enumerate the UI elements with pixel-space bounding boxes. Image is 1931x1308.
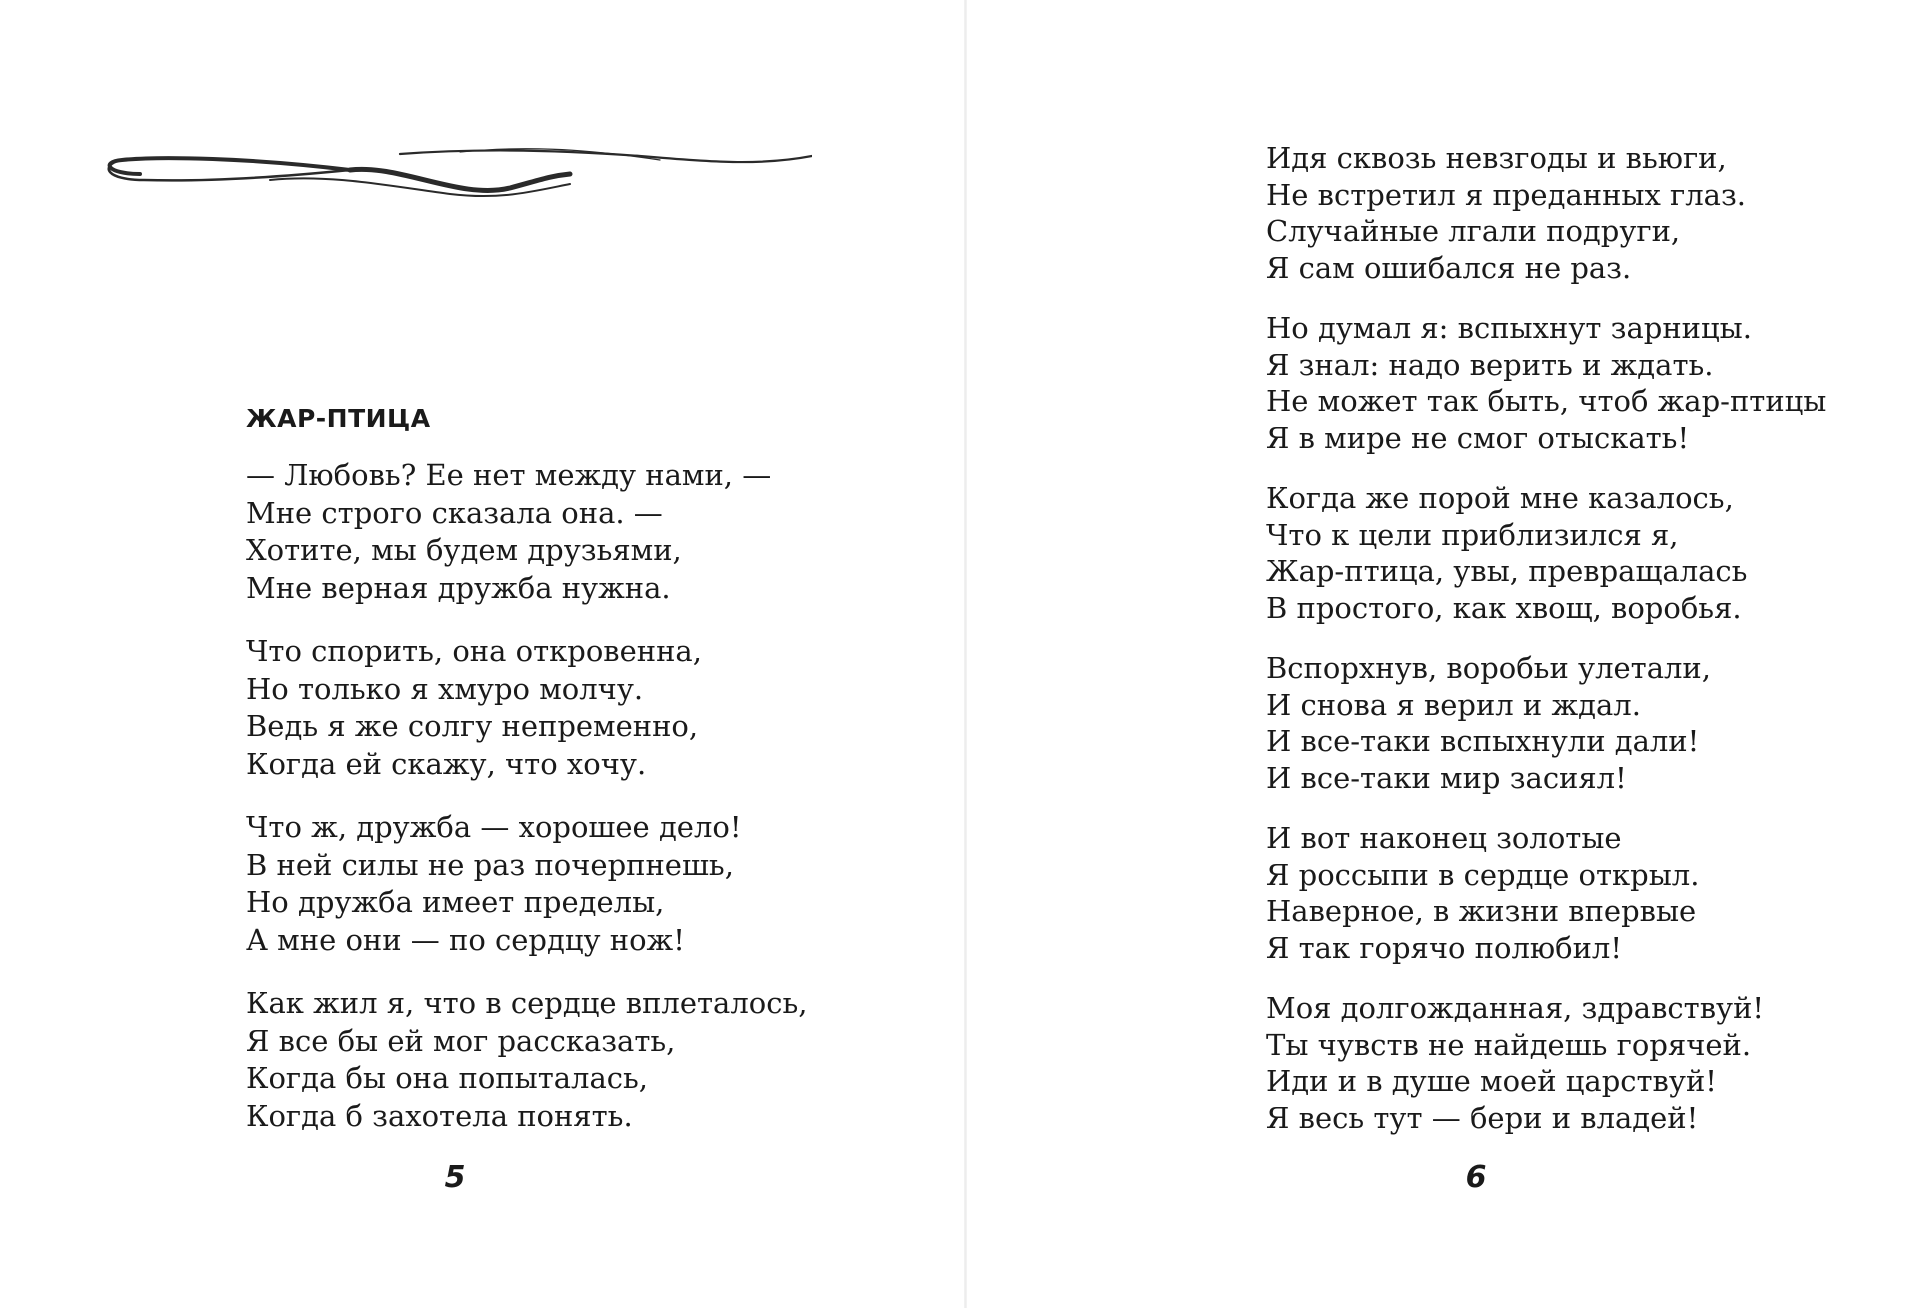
poem-line: Что к цели приблизился я, <box>1266 517 1679 552</box>
page-number: 6 <box>1465 1160 1487 1195</box>
poem-line: Не встретил я преданных глаз. <box>1266 177 1746 212</box>
stanza <box>246 457 946 607</box>
stanza <box>246 633 946 783</box>
poem-line: Случайные лгали подруги, <box>1266 214 1681 248</box>
stanza <box>246 809 946 959</box>
poem-body-left <box>246 457 946 1161</box>
poem-line: В ней силы не раз почерпнешь, <box>246 847 734 882</box>
poem-line: И все-таки мир засиял! <box>1266 760 1627 795</box>
poem-line: В простого, как хвощ, воробья. <box>1266 590 1742 625</box>
poem-line: Я так горячо полюбил! <box>1266 930 1623 965</box>
poem-title: ЖАР-ПТИЦА <box>246 404 431 433</box>
stanza <box>1266 310 1906 456</box>
poem-line: Хотите, мы будем друзьями, <box>246 533 682 567</box>
poem-line: Но думал я: вспыхнут зарницы. <box>1266 311 1752 345</box>
poem-line: Наверное, в жизни впервые <box>1266 894 1697 928</box>
poem-line: Когда ей скажу, что хочу. <box>246 746 647 781</box>
stanza <box>246 985 946 1135</box>
poem-line: Когда б захотела понять. <box>246 1098 633 1133</box>
poem-line: Когда же порой мне казалось, <box>1266 481 1734 515</box>
poem-line: И вот наконец золотые <box>1266 821 1622 855</box>
poem-line: Но дружба имеет пределы, <box>246 885 665 919</box>
poem-line: Что ж, дружба — хорошее дело! <box>246 810 742 844</box>
poem-line: Ты чувств не найдешь горячей. <box>1266 1027 1752 1062</box>
poem-body-right <box>1266 140 1906 1160</box>
stanza <box>1266 820 1906 966</box>
poem-line: Я весь тут — бери и владей! <box>1266 1100 1699 1135</box>
poem-line: Мне верная дружба нужна. <box>246 570 671 605</box>
stanza <box>1266 140 1906 286</box>
poem-line: Иди и в душе моей царствуй! <box>1266 1064 1717 1098</box>
poem-line: Я знал: надо верить и ждать. <box>1266 347 1714 382</box>
stanza <box>1266 990 1906 1136</box>
stanza <box>1266 650 1906 796</box>
poem-line: Но только я хмуро молчу. <box>246 671 644 706</box>
poem-line: Моя долгожданная, здравствуй! <box>1266 991 1765 1025</box>
poem-line: Я россыпи в сердце открыл. <box>1266 857 1700 892</box>
poem-line: Когда бы она попыталась, <box>246 1061 649 1095</box>
poem-line: А мне они — по сердцу нож! <box>246 922 685 957</box>
poem-line: Как жил я, что в сердце вплеталось, <box>246 986 808 1020</box>
poem-line: Ведь я же солгу непременно, <box>246 709 699 743</box>
poem-line: И все-таки вспыхнули дали! <box>1266 724 1700 758</box>
stanza <box>1266 480 1906 626</box>
poem-line: Жар-птица, увы, превращалась <box>1266 554 1748 588</box>
poem-line: Я в мире не смог отыскать! <box>1266 420 1690 455</box>
poem-line: Мне строго сказала она. — <box>246 495 663 530</box>
poem-line: Что спорить, она откровенна, <box>246 634 702 668</box>
flourish-ornament-icon <box>100 140 812 210</box>
poem-line: И снова я верил и ждал. <box>1266 687 1641 722</box>
poem-line: — Любовь? Ее нет между нами, — <box>246 458 772 492</box>
poem-line: Не может так быть, чтоб жар-птицы <box>1266 384 1827 418</box>
poem-line: Я все бы ей мог рассказать, <box>246 1023 676 1058</box>
poem-line: Я сам ошибался не раз. <box>1266 250 1632 285</box>
poem-line: Вспорхнув, воробьи улетали, <box>1266 651 1711 685</box>
page-number: 5 <box>444 1160 466 1195</box>
poem-line: Идя сквозь невзгоды и вьюги, <box>1266 141 1727 175</box>
